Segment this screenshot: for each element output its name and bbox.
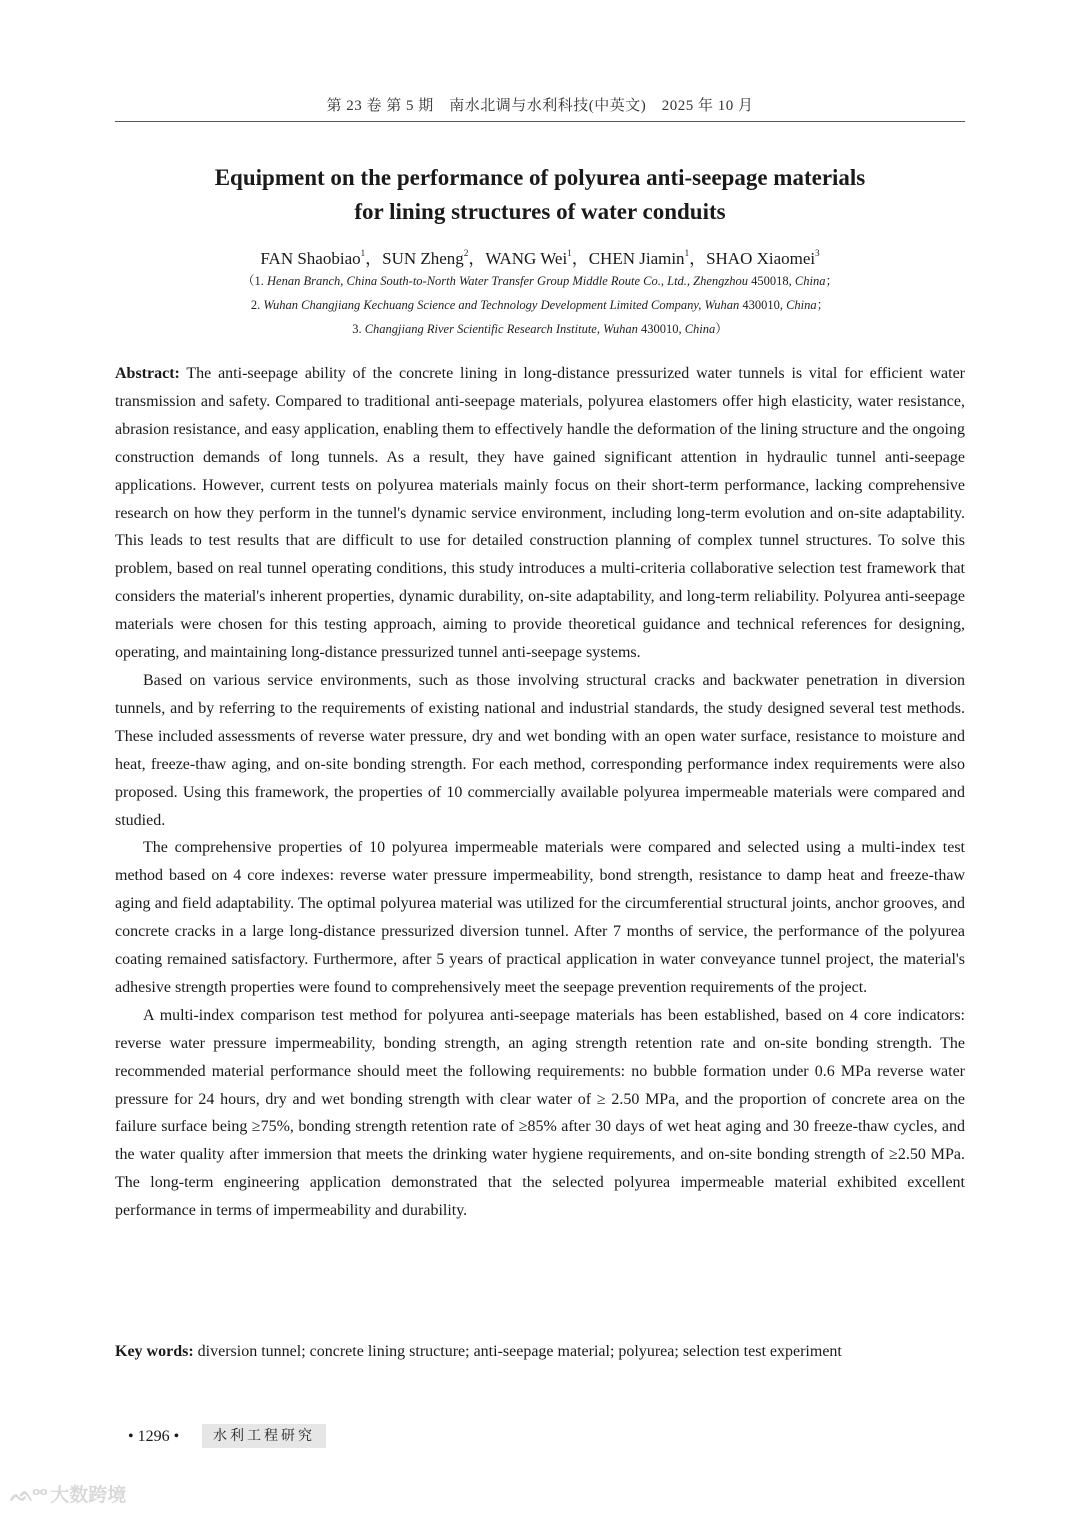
author-name: SUN Zheng xyxy=(382,249,464,268)
page-number: • 1296 • xyxy=(128,1428,180,1445)
affiliation-text: Changjiang River Scientific Research Institute, Wuhan xyxy=(364,322,638,336)
affiliation-1 xyxy=(115,273,965,289)
affiliation-3 xyxy=(115,321,965,337)
affiliation-end-mark: ； xyxy=(816,298,830,312)
author-name: FAN Shaobiao xyxy=(260,249,361,268)
author-separator: ， xyxy=(468,249,486,268)
affiliation-number: 2. xyxy=(250,298,264,312)
affiliation-postcode: 450018, xyxy=(748,274,795,288)
affiliation-country: China xyxy=(786,298,817,312)
abstract-paragraph-2: Based on various service environments, such as those involving structural cracks and backwater penetration in diversion tunnels, and by referring to the requirements of existing national and industrial standards, the study designed several test methods. These included assessments of reverse water pressure, dry and wet bonding with an open water surface, resistance to moisture and heat, freeze-thaw aging, and on-site bonding strength. For each method, corresponding performance index requirements were also proposed. Using this framework, the properties of 10 commercially available polyurea impermeable materials were compared and studied. xyxy=(115,671,965,829)
title-line-1: Equipment on the performance of polyurea anti-seepage materials xyxy=(214,165,866,190)
author-separator: ， xyxy=(571,249,589,268)
author-separator: ， xyxy=(365,249,383,268)
author-affiliation-mark: 1 xyxy=(684,248,690,258)
abstract-section xyxy=(115,360,965,1225)
author-affiliation-mark: 3 xyxy=(815,248,820,258)
keywords-text: diversion tunnel; concrete lining structure; anti-seepage material; polyurea; selection test experiment xyxy=(193,1343,842,1360)
abstract-paragraph-text: The anti-seepage ability of the concrete lining in long-distance pressurized water tunnels is vital for efficient water transmission and safety. Compared to traditional anti-seepage materials, polyurea elastomers offer high elasticity, water resistance, abrasion resistance, and easy application, enabling them to effectively handle the deformation of the lining structure and the ongoing construction demands of long tunnels. As a result, they have gained significant attention in hydraulic tunnel anti-seepage applications. However, current tests on polyurea materials mainly focus on their short-term performance, lacking comprehensive research on how they perform in the tunnel's dynamic service environment, including long-term evolution and on-site adaptability. This leads to test results that are difficult to use for detailed construction planning of complex tunnel structures. To solve this problem, based on real tunnel operating conditions, this study introduces a multi-criteria collaborative selection test framework that considers the material's inherent properties, dynamic durability, on-site adaptability, and long-term reliability. Polyurea anti-seepage materials were chosen for this testing approach, aiming to provide theoretical guidance and technical references for designing, operating, and maintaining long-distance pressurized tunnel anti-seepage systems. xyxy=(115,365,965,662)
author-affiliation-mark: 1 xyxy=(567,248,572,258)
author-affiliation-mark: 2 xyxy=(463,248,469,258)
abstract-paragraph-1 xyxy=(115,360,965,667)
paper-title xyxy=(115,161,965,229)
watermark-text: 大数跨境 xyxy=(50,1484,127,1506)
abstract-paragraph-3: The comprehensive properties of 10 polyurea impermeable materials were compared and selected using a multi-index test method based on 4 core indexes: reverse water pressure impermeability, bond strength, resistance to damp heat and freeze-thaw aging and field adaptability. The optimal polyurea material was utilized for the circumferential structural joints, anchor grooves, and concrete cracks in a large long-distance pressurized diversion tunnel. After 7 months of service, the performance of the polyurea coating remained satisfactory. Furthermore, after 5 years of practical application in water conveyance tunnel project, the material's adhesive strength properties were found to comprehensively meet the seepage prevention requirements of the project. xyxy=(115,839,965,996)
affiliation-postcode: 430010, xyxy=(637,322,685,336)
author-name: SHAO Xiaomei xyxy=(706,249,816,268)
affiliation-2 xyxy=(115,297,965,313)
keywords-section xyxy=(115,1339,965,1365)
affiliation-end-mark: ； xyxy=(825,274,838,288)
header-rule xyxy=(115,121,965,122)
author-separator: ， xyxy=(689,249,707,268)
author-name: WANG Wei xyxy=(485,249,568,268)
author-name: CHEN Jiamin xyxy=(588,249,685,268)
watermark xyxy=(10,1481,126,1509)
author-list xyxy=(115,240,965,272)
affiliation-number: 1. xyxy=(254,274,268,288)
affiliation-postcode: 430010, xyxy=(739,298,787,312)
affiliation-country: China xyxy=(684,322,716,336)
affiliation-number: 3. xyxy=(352,322,365,336)
title-line-2: for lining structures of water conduits xyxy=(354,199,726,224)
abstract-paragraph-4: A multi-index comparison test method for polyurea anti-seepage materials has been established, based on 4 core indicators: reverse water pressure impermeability, bonding strength, an aging strength retention rate and on-site bonding strength. The recommended material performance should meet the following requirements: no bubble formation under 0.6 MPa reverse water pressure for 24 hours, dry and wet bonding strength with clear water of ≥ 2.50 MPa, and the proportion of concrete area on the failure surface being ≥75%, bonding strength retention rate of ≥85% after 30 days of wet heat aging and 30 freeze-thaw cycles, and the water quality after immersion that meets the drinking water hygiene requirements, and on-site bonding strength of ≥2.50 MPa. The long-term engineering application demonstrated that the selected polyurea impermeable material exhibited excellent performance in terms of impermeability and durability. xyxy=(115,1006,965,1220)
affiliation-open-paren: （ xyxy=(242,274,255,288)
journal-section-tag: 水利工程研究 xyxy=(202,1424,326,1448)
affiliation-country: China xyxy=(794,274,826,288)
affiliation-text: Wuhan Changjiang Kechuang Science and Technology Development Limited Company, Wuhan xyxy=(263,298,740,312)
abstract-label: Abstract: xyxy=(115,365,180,382)
watermark-logo-icon: ᨒᵒᵒ xyxy=(10,1484,47,1506)
author-affiliation-mark: 1 xyxy=(360,248,366,258)
affiliation-text: Henan Branch, China South-to-North Water Transfer Group Middle Route Co., Ltd., Zhengzhou xyxy=(267,274,749,288)
affiliation-end-mark: ） xyxy=(715,322,728,336)
running-header: 第 23 卷 第 5 期 南水北调与水利科技(中英文) 2025 年 10 月 xyxy=(326,98,754,114)
keywords-label: Key words: xyxy=(115,1343,194,1360)
